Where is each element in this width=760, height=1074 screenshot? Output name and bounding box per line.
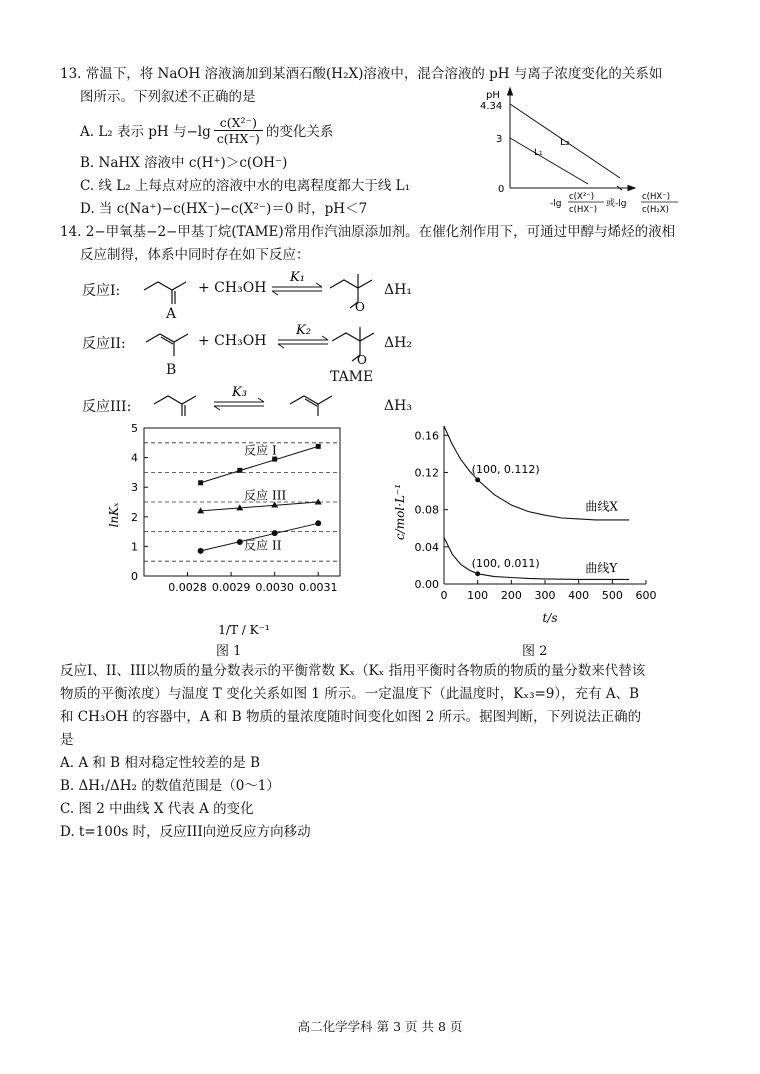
molecule-a-name: A: [166, 306, 177, 322]
figure1-series-label: 反应 I: [244, 443, 277, 458]
q14-option-a: A. A 和 B 相对稳定性较差的是 B: [60, 755, 261, 771]
figure2-xtick-label: 0: [440, 589, 448, 602]
q13-option-b: B. NaHX 溶液中 c(H⁺)＞c(OH⁻): [80, 155, 288, 171]
q13-graph-xlabel-pre: -lg: [550, 199, 562, 209]
figure1-series-line: [201, 502, 319, 511]
figure2-annotation-point: [475, 571, 480, 576]
figure2-xtick-label: 400: [568, 589, 590, 602]
reaction2-equilibrium-arrow: [276, 321, 332, 351]
figure1-marker-circle: [315, 520, 321, 526]
q13-option-a-tail: 的变化关系: [265, 124, 334, 140]
q14-para-line1: 反应I、II、III以物质的量分数表示的平衡常数 Kₓ（Kₓ 指用平衡时各物质的物质的量分数来代替该: [60, 663, 646, 679]
q13-graph-y-arrow: [508, 88, 513, 95]
reaction3-k3: K₃: [232, 385, 247, 400]
figure1-marker-circle: [272, 530, 278, 536]
reaction2-reagent: + CH₃OH: [198, 333, 267, 349]
figure1-ytick-label: 3: [131, 481, 138, 495]
q13-graph-label-l2: L₂: [560, 137, 570, 148]
figure1-ytick-label: 5: [131, 422, 138, 435]
figure2-annotation-label: (100, 0.011): [471, 556, 540, 570]
q13-graph-ylabel: pH: [486, 90, 500, 101]
reaction3-reactant-structure: [150, 388, 210, 418]
reaction1-dh: ΔH₁: [384, 282, 412, 298]
figure2-ytick-label: 0.04: [414, 540, 439, 554]
q14-para-line3: 和 CH₃OH 的容器中，A 和 B 物质的量浓度随时间变化如图 2 所示。据图判断，下列说法正确的: [60, 709, 642, 725]
q13-graph-y1: 4.34: [480, 101, 503, 112]
figure1-ytick-label: 4: [131, 451, 138, 465]
q13-graph-xlabel-num2: c(HX⁻): [642, 192, 671, 202]
figure2-caption: 图 2: [522, 644, 548, 659]
q13-stem-line1: 13. 常温下，将 NaOH 溶液滴加到某酒石酸(H₂X)溶液中，混合溶液的 pH 与离子浓度变化的关系如: [60, 66, 663, 82]
q13-graph-line-l1: [510, 138, 588, 184]
figure2-ytick-label: 0.12: [414, 466, 439, 480]
q13-stem-line2: 图所示。下列叙述不正确的是: [80, 89, 256, 105]
figure2-ytick-label: 0.00: [414, 578, 439, 591]
q13-graph-xlabel-den1: c(HX⁻): [569, 205, 598, 215]
figure1-xtick-label: 0.0031: [298, 581, 338, 594]
q13-option-a: [80, 110, 333, 150]
figure1-series-label: 反应 II: [244, 538, 282, 553]
reaction3-label: 反应III:: [82, 399, 132, 415]
q13-ph-graph: [470, 84, 710, 222]
figure1-ytick-label: 1: [131, 540, 138, 554]
figure1-marker-square: [198, 480, 203, 485]
figure1-marker-circle: [237, 539, 243, 545]
reaction1-k1: K₁: [290, 270, 305, 285]
q14-option-b: B. ΔH₁/ΔH₂ 的数值范围是（0～1）: [60, 778, 280, 794]
figure1-xtick-label: 0.0029: [211, 581, 251, 594]
q13-option-a-text: A. L₂ 表示 pH 与−lg: [80, 124, 211, 140]
figure2-annotation-label: (100, 0.112): [471, 462, 540, 476]
figure2-series-label: 曲线Y: [585, 560, 618, 575]
figure1-xlabel: 1/T / K⁻¹: [218, 623, 270, 637]
figure2-ytick-label: 0.16: [414, 429, 439, 443]
q13-graph-label-l1: L₁: [534, 148, 543, 158]
reaction3-equilibrium-arrow: [212, 383, 268, 413]
reaction3-product-structure: [284, 388, 344, 418]
q13-graph-xlabel-mid: 或-lg: [606, 199, 627, 209]
reaction1-reagent: + CH₃OH: [198, 280, 267, 296]
q14-option-c: C. 图 2 中曲线 X 代表 A 的变化: [60, 801, 254, 817]
q14-stem-line1: 14. 2−甲氧基−2−甲基丁烷(TAME)常用作汽油原添加剂。在催化剂作用下，可通过甲醇与烯烃的液相: [60, 224, 676, 240]
reaction3-dh: ΔH₃: [384, 398, 412, 414]
page-footer: 高二化学学科 第 3 页 共 8 页: [297, 1019, 463, 1034]
molecule-a-structure: [140, 270, 200, 306]
figure1-caption: 图 1: [216, 644, 242, 659]
figure1-marker-triangle: [315, 499, 322, 505]
reaction1-product-structure: [326, 266, 390, 312]
q14-para-line2: 物质的平衡浓度）与温度 T 变化关系如图 1 所示。一定温度下（此温度时，Kₓ₃=9），充有 A、B: [60, 686, 640, 702]
figure1-ylabel: lnKₓ: [107, 502, 121, 528]
reaction2-dh: ΔH₂: [384, 335, 412, 351]
q13-graph-xlabel-den2: c(H₂X): [642, 205, 669, 215]
reaction2-oxygen: O: [357, 353, 367, 365]
tame-name: TAME: [330, 369, 374, 385]
q13-option-c: C. 线 L₂ 上每点对应的溶液中水的电离程度都大于线 L₁: [80, 178, 411, 194]
figure1-series-label: 反应 III: [244, 488, 287, 503]
figure1-marker-square: [237, 468, 242, 473]
figure1-xtick-label: 0.0030: [255, 581, 294, 594]
figure2-series-label: 曲线X: [585, 499, 618, 514]
figure2-xtick-label: 300: [534, 589, 556, 602]
figure1-marker-square: [316, 444, 321, 449]
q14-option-d: D. t=100s 时，反应III向逆反应方向移动: [60, 824, 311, 840]
reaction1-label: 反应I:: [82, 283, 121, 299]
reaction2-k2: K₂: [296, 323, 311, 338]
reaction1-oxygen: O: [355, 300, 365, 312]
figure2-xtick-label: 200: [500, 589, 522, 602]
figure2-xtick-label: 100: [467, 589, 489, 602]
molecule-b-name: B: [166, 362, 177, 378]
q14-stem-line2: 反应制得，体系中同时存在如下反应：: [80, 247, 310, 263]
molecule-b-structure: [140, 322, 200, 358]
figure2-xtick-label: 600: [635, 589, 657, 602]
figure1-ytick-label: 2: [131, 510, 138, 524]
reaction1-equilibrium-arrow: [270, 268, 326, 298]
reaction2-product-structure: [328, 319, 392, 365]
figure2-xtick-label: 500: [601, 589, 623, 602]
figure2-ylabel: c/mol·L⁻¹: [393, 483, 407, 541]
q13-option-a-fraction: $\frac{\text{c(X²⁻)}}{c(HX^-)}$: [214, 115, 263, 146]
q13-graph-origin: 0: [498, 184, 505, 195]
figure2-ytick-label: 0.08: [414, 503, 439, 517]
q13-graph-xlabel-num1: c(X²⁻): [569, 192, 595, 202]
figure2-xlabel: t/s: [542, 611, 558, 625]
figure2-chart: [390, 420, 670, 630]
figure1-ytick-label: 0: [131, 570, 138, 583]
figure1-marker-circle: [198, 548, 204, 554]
reaction2-label: 反应II:: [82, 336, 126, 352]
q13-graph-x-arrow: [628, 186, 635, 191]
q13-graph-y2: 3: [496, 134, 503, 145]
q14-para-line4: 是: [60, 732, 74, 748]
figure2-annotation-point: [475, 477, 480, 482]
figure1-xtick-label: 0.0028: [168, 581, 207, 594]
figure1-chart: [96, 420, 366, 640]
q13-option-d: D. 当 c(Na⁺)−c(HX⁻)−c(X²⁻)＝0 时，pH＜7: [80, 201, 368, 217]
